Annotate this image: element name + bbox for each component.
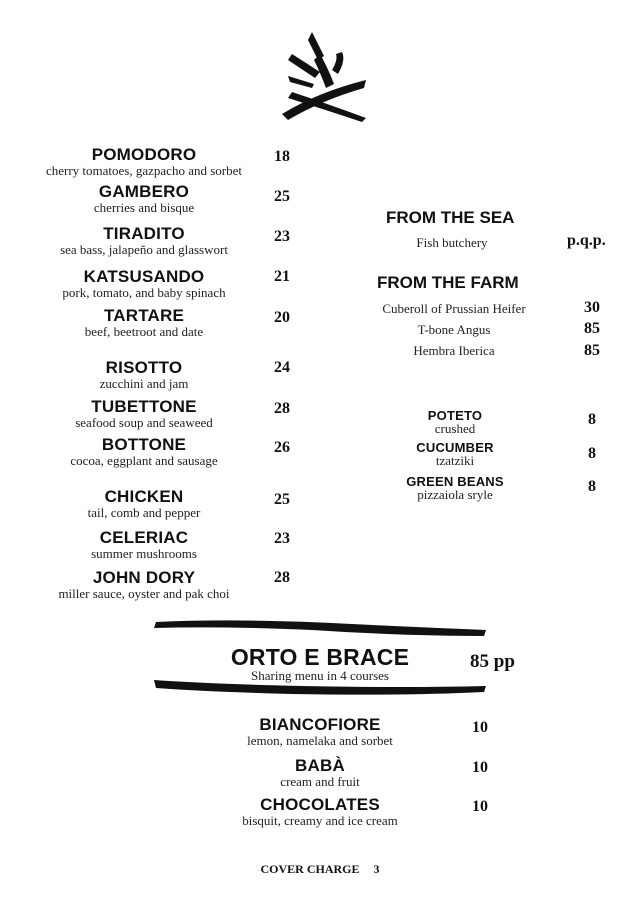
item-description: sea bass, jalapeño and glasswort (60, 242, 228, 257)
menu-item-tartare (20, 307, 268, 339)
item-description: pizzaiola sryle (417, 487, 493, 502)
tasting-menu-price: 85 pp (470, 651, 515, 672)
item-price: 10 (472, 798, 488, 815)
item-name: GREEN BEANS (406, 474, 504, 489)
menu-item-tiradito (20, 225, 268, 257)
menu-item-chicken (20, 488, 268, 520)
item-price: 24 (274, 359, 290, 376)
item-name: BABÀ (295, 756, 345, 775)
menu-item-pomodoro (20, 146, 268, 178)
side-item-green-beans (390, 475, 520, 501)
item-description: cherries and bisque (93, 200, 195, 215)
item-description: seafood soup and seaweed (75, 415, 213, 430)
item-name: POMODORO (91, 145, 197, 164)
cover-charge-label: COVER CHARGE (260, 862, 360, 876)
item-description: summer mushrooms (91, 546, 197, 561)
item-price: 23 (274, 530, 290, 547)
item-name: CELERIAC (99, 528, 189, 547)
item-name: TIRADITO (103, 224, 185, 243)
item-description: crushed (434, 421, 476, 436)
cover-charge (0, 862, 640, 877)
item-name: BIANCOFIORE (259, 715, 381, 734)
item-price: 26 (274, 439, 290, 456)
menu-item-john-dory (20, 569, 268, 601)
item-name: TUBETTONE (91, 397, 197, 416)
item-name: KATSUSANDO (83, 267, 205, 286)
tasting-menu-name: ORTO E BRACE (230, 644, 410, 670)
menu-item-risotto (20, 359, 268, 391)
farm-item-name: Cuberoll of Prussian Heifer (382, 301, 526, 316)
tasting-menu (200, 645, 440, 683)
item-description: cherry tomatoes, gazpacho and sorbet (45, 163, 242, 178)
tasting-menu-description: Sharing menu in 4 courses (251, 668, 389, 683)
item-description: beef, beetroot and date (84, 324, 204, 339)
item-name: JOHN DORY (92, 568, 196, 587)
item-price: 25 (274, 491, 290, 508)
item-description: miller sauce, oyster and pak choi (58, 586, 230, 601)
item-price: 28 (274, 569, 290, 586)
dessert-item-baba (200, 757, 440, 789)
item-price: 20 (274, 309, 290, 326)
farm-item-name: T-bone Angus (417, 322, 491, 337)
item-price: 10 (472, 759, 488, 776)
item-name: CHOCOLATES (260, 795, 380, 814)
item-price: 8 (588, 411, 596, 428)
item-price: 8 (588, 445, 596, 462)
item-price: 23 (274, 228, 290, 245)
item-description: zucchini and jam (99, 376, 189, 391)
item-description: tail, comb and pepper (87, 505, 201, 520)
item-description: bisquit, creamy and ice cream (242, 813, 398, 828)
cover-charge-price: 3 (373, 862, 380, 876)
item-price: 8 (588, 478, 596, 495)
item-name: TARTARE (103, 306, 185, 325)
item-description: cream and fruit (280, 774, 360, 789)
item-name: CHICKEN (104, 487, 184, 506)
item-name: POTETO (427, 408, 483, 423)
farm-item-price: 30 (584, 299, 600, 316)
farm-item-price: 85 (584, 342, 600, 359)
sea-item-price: p.q.p. (567, 232, 606, 249)
menu-item-bottone (20, 436, 268, 468)
item-description: cocoa, eggplant and sausage (70, 453, 218, 468)
farm-item-name: Hembra Iberica (413, 343, 495, 358)
item-price: 28 (274, 400, 290, 417)
brush-stroke-divider-top (152, 616, 488, 638)
section-heading-from-the-sea: FROM THE SEA (386, 208, 515, 227)
farm-item-price: 85 (584, 320, 600, 337)
item-price: 25 (274, 188, 290, 205)
item-price: 18 (274, 148, 290, 165)
item-description: tzatziki (435, 453, 475, 468)
item-price: 10 (472, 719, 488, 736)
item-name: CUCUMBER (416, 440, 494, 455)
menu-item-tubettone (20, 398, 268, 430)
side-item-cucumber (390, 441, 520, 467)
item-name: BOTTONE (101, 435, 187, 454)
side-item-poteto (390, 409, 520, 435)
item-name: RISOTTO (105, 358, 183, 377)
menu-item-celeriac (20, 529, 268, 561)
dessert-item-chocolates (200, 796, 440, 828)
restaurant-logo (268, 30, 372, 124)
menu-item-gambero (20, 183, 268, 215)
sea-item-name: Fish butchery (416, 235, 488, 250)
item-description: lemon, namelaka and sorbet (247, 733, 393, 748)
dessert-item-biancofiore (200, 716, 440, 748)
item-description: pork, tomato, and baby spinach (62, 285, 226, 300)
item-name: GAMBERO (98, 182, 190, 201)
item-price: 21 (274, 268, 290, 285)
section-heading-from-the-farm: FROM THE FARM (377, 273, 519, 292)
menu-item-katsusando (20, 268, 268, 300)
